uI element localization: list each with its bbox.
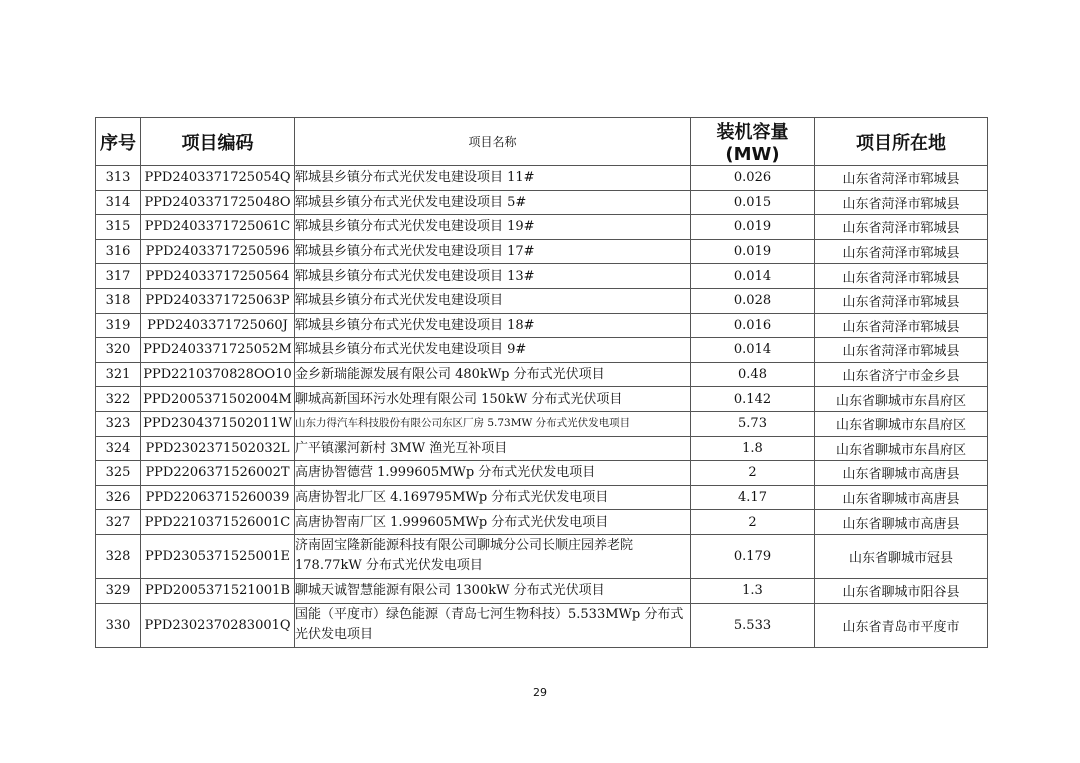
cell-name: 郓城县乡镇分布式光伏发电建设项目 13# [295, 264, 691, 289]
cell-code: PPD2302371502032L [141, 436, 295, 461]
cell-code: PPD2403371725052M [141, 338, 295, 363]
table-row [96, 313, 988, 338]
cell-location: 山东省菏泽市郓城县 [815, 264, 988, 289]
cell-seq: 327 [96, 510, 141, 535]
table-row [96, 264, 988, 289]
cell-code: PPD2005371502004M [141, 387, 295, 412]
cell-seq: 317 [96, 264, 141, 289]
cell-capacity: 4.17 [691, 485, 815, 510]
table-row [96, 534, 988, 578]
cell-name: 金乡新瑞能源发展有限公司 480kWp 分布式光伏项目 [295, 362, 691, 387]
table-row [96, 215, 988, 240]
cell-name: 济南固宝隆新能源科技有限公司聊城分公司长顺庄园养老院 178.77kW 分布式光伏发电项目 [295, 534, 691, 578]
table-row [96, 411, 988, 436]
cell-name: 高唐协智南厂区 1.999605MWp 分布式光伏发电项目 [295, 510, 691, 535]
cell-code: PPD2302370283001Q [141, 603, 295, 647]
cell-code: PPD2206371526002T [141, 461, 295, 486]
cell-capacity: 0.019 [691, 215, 815, 240]
header-name: 项目名称 [295, 118, 691, 166]
cell-seq: 325 [96, 461, 141, 486]
cell-name: 郓城县乡镇分布式光伏发电建设项目 11# [295, 166, 691, 191]
cell-code: PPD24033717250596 [141, 239, 295, 264]
cell-seq: 314 [96, 190, 141, 215]
cell-seq: 324 [96, 436, 141, 461]
table-row [96, 578, 988, 603]
cell-location: 山东省菏泽市郓城县 [815, 166, 988, 191]
cell-location: 山东省济宁市金乡县 [815, 362, 988, 387]
cell-capacity: 1.3 [691, 578, 815, 603]
cell-name: 高唐协智德营 1.999605MWp 分布式光伏发电项目 [295, 461, 691, 486]
cell-capacity: 5.533 [691, 603, 815, 647]
cell-capacity: 1.8 [691, 436, 815, 461]
cell-location: 山东省菏泽市郓城县 [815, 288, 988, 313]
cell-location: 山东省菏泽市郓城县 [815, 313, 988, 338]
cell-location: 山东省聊城市冠县 [815, 534, 988, 578]
cell-location: 山东省聊城市东昌府区 [815, 436, 988, 461]
cell-seq: 319 [96, 313, 141, 338]
cell-seq: 323 [96, 411, 141, 436]
cell-location: 山东省聊城市阳谷县 [815, 578, 988, 603]
cell-name: 郓城县乡镇分布式光伏发电建设项目 [295, 288, 691, 313]
cell-name: 国能（平度市）绿色能源（青岛七河生物科技）5.533MWp 分布式光伏发电项目 [295, 603, 691, 647]
cell-location: 山东省菏泽市郓城县 [815, 215, 988, 240]
cell-location: 山东省菏泽市郓城县 [815, 190, 988, 215]
cell-code: PPD24033717250564 [141, 264, 295, 289]
cell-seq: 330 [96, 603, 141, 647]
table-row [96, 362, 988, 387]
table-row [96, 485, 988, 510]
cell-code: PPD2210371526001C [141, 510, 295, 535]
cell-code: PPD2403371725061C [141, 215, 295, 240]
cell-capacity: 2 [691, 461, 815, 486]
cell-name: 郓城县乡镇分布式光伏发电建设项目 5# [295, 190, 691, 215]
cell-seq: 315 [96, 215, 141, 240]
cell-name: 广平镇漯河新村 3MW 渔光互补项目 [295, 436, 691, 461]
cell-code: PPD22063715260039 [141, 485, 295, 510]
cell-code: PPD2403371725054Q [141, 166, 295, 191]
cell-name: 聊城天诚智慧能源有限公司 1300kW 分布式光伏项目 [295, 578, 691, 603]
cell-capacity: 0.48 [691, 362, 815, 387]
cell-code: PPD2210370828OO10 [141, 362, 295, 387]
cell-capacity: 2 [691, 510, 815, 535]
cell-name: 郓城县乡镇分布式光伏发电建设项目 18# [295, 313, 691, 338]
table-row [96, 603, 988, 647]
cell-name: 郓城县乡镇分布式光伏发电建设项目 9# [295, 338, 691, 363]
cell-name: 聊城高新国环污水处理有限公司 150kW 分布式光伏项目 [295, 387, 691, 412]
cell-capacity: 0.142 [691, 387, 815, 412]
table-row [96, 239, 988, 264]
cell-capacity: 0.014 [691, 338, 815, 363]
header-capacity: 装机容量(MW) [691, 118, 815, 166]
cell-location: 山东省菏泽市郓城县 [815, 239, 988, 264]
cell-capacity: 5.73 [691, 411, 815, 436]
cell-location: 山东省聊城市高唐县 [815, 510, 988, 535]
cell-capacity: 0.026 [691, 166, 815, 191]
cell-seq: 318 [96, 288, 141, 313]
table-row [96, 461, 988, 486]
cell-location: 山东省聊城市东昌府区 [815, 387, 988, 412]
header-location: 项目所在地 [815, 118, 988, 166]
table-row [96, 338, 988, 363]
cell-seq: 321 [96, 362, 141, 387]
cell-name: 郓城县乡镇分布式光伏发电建设项目 19# [295, 215, 691, 240]
cell-name: 山东力得汽车科技股份有限公司东区厂房 5.73MW 分布式光伏发电项目 [295, 411, 691, 436]
cell-name: 高唐协智北厂区 4.169795MWp 分布式光伏发电项目 [295, 485, 691, 510]
cell-code: PPD2305371525001E [141, 534, 295, 578]
cell-seq: 322 [96, 387, 141, 412]
table-row [96, 387, 988, 412]
cell-seq: 328 [96, 534, 141, 578]
cell-capacity: 0.028 [691, 288, 815, 313]
cell-location: 山东省菏泽市郓城县 [815, 338, 988, 363]
cell-name: 郓城县乡镇分布式光伏发电建设项目 17# [295, 239, 691, 264]
table-row [96, 288, 988, 313]
cell-code: PPD2403371725063P [141, 288, 295, 313]
cell-capacity: 0.019 [691, 239, 815, 264]
cell-seq: 320 [96, 338, 141, 363]
cell-seq: 313 [96, 166, 141, 191]
cell-code: PPD2005371521001B [141, 578, 295, 603]
table-row [96, 510, 988, 535]
page-number: 29 [533, 686, 547, 699]
cell-location: 山东省聊城市高唐县 [815, 461, 988, 486]
cell-seq: 329 [96, 578, 141, 603]
header-seq: 序号 [96, 118, 141, 166]
projects-table [95, 117, 988, 648]
table-header-row [96, 118, 988, 166]
table-row [96, 190, 988, 215]
cell-capacity: 0.016 [691, 313, 815, 338]
cell-capacity: 0.179 [691, 534, 815, 578]
cell-code: PPD2304371502011W [141, 411, 295, 436]
cell-location: 山东省聊城市高唐县 [815, 485, 988, 510]
cell-code: PPD2403371725060J [141, 313, 295, 338]
cell-capacity: 0.014 [691, 264, 815, 289]
cell-code: PPD2403371725048O [141, 190, 295, 215]
cell-location: 山东省聊城市东昌府区 [815, 411, 988, 436]
cell-seq: 316 [96, 239, 141, 264]
cell-location: 山东省青岛市平度市 [815, 603, 988, 647]
cell-seq: 326 [96, 485, 141, 510]
table-row [96, 166, 988, 191]
cell-capacity: 0.015 [691, 190, 815, 215]
table-row [96, 436, 988, 461]
header-code: 项目编码 [141, 118, 295, 166]
